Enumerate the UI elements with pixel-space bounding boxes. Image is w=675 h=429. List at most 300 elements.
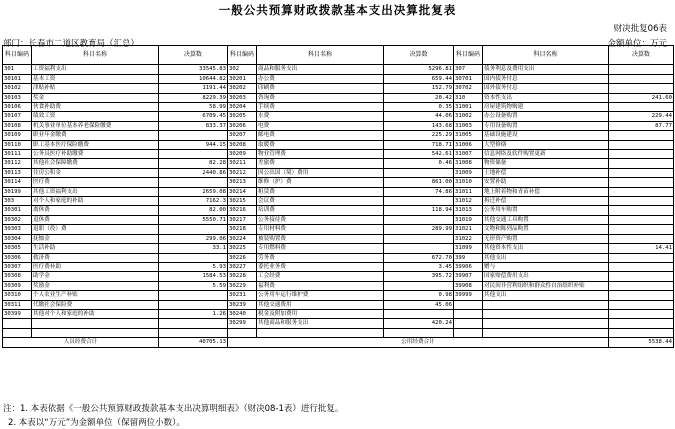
cell-name-2: 专用燃料费 — [257, 244, 384, 253]
cell-code-1: 30301 — [3, 206, 32, 215]
cell-amount-2: 0.46 — [384, 159, 454, 168]
cell-amount-1: 58.99 — [159, 103, 228, 112]
table-row — [3, 131, 674, 140]
cell-name-2: 公务接待费 — [257, 215, 384, 224]
cell-name-3: 房屋建筑物购建 — [483, 103, 609, 112]
cell-name-3: 安置补助 — [483, 178, 609, 187]
cell-name-1: 个人农业生产补贴 — [32, 291, 159, 300]
cell-amount-2: 289.99 — [384, 225, 454, 234]
cell-code-3: 31022 — [454, 234, 483, 243]
cell-code-1: 303 — [3, 197, 32, 206]
cell-amount-1: 8229.39 — [159, 93, 228, 102]
cell-name-3: 国内债务付息 — [483, 74, 609, 83]
cell-amount-2: 420.24 — [384, 319, 454, 328]
table-row — [3, 159, 674, 168]
cell-amount-1: 5.59 — [159, 281, 228, 290]
cell-amount-2: 44.06 — [384, 112, 454, 121]
cell-code-2: 30207 — [228, 131, 257, 140]
cell-name-3: 物资储备 — [483, 159, 609, 168]
cell-amount-2 — [384, 234, 454, 243]
cell-name-1: 津贴补贴 — [32, 84, 159, 93]
cell-amount-3 — [609, 225, 674, 234]
cell-code-1: 30106 — [3, 103, 32, 112]
cell-code-2: 30229 — [228, 281, 257, 290]
cell-amount-3 — [609, 253, 674, 262]
cell-amount-3 — [609, 159, 674, 168]
cell-name-1: 其他工资福利支出 — [32, 187, 159, 196]
cell-amount-2: 718.71 — [384, 140, 454, 149]
table-row — [3, 103, 674, 112]
table-row — [3, 150, 674, 159]
header-code-1: 科目编码 — [3, 46, 32, 65]
table-row — [3, 225, 674, 234]
cell-amount-3 — [609, 197, 674, 206]
cell-amount-2: 3.45 — [384, 262, 454, 271]
cell-name-1: 基本工资 — [32, 74, 159, 83]
cell-code-1: 30109 — [3, 131, 32, 140]
cell-name-3: 专用设备购置 — [483, 121, 609, 130]
cell-amount-2: 152.79 — [384, 84, 454, 93]
cell-code-3: 31005 — [454, 131, 483, 140]
cell-amount-3 — [609, 291, 674, 300]
table-row — [3, 309, 674, 318]
cell-amount-3 — [609, 281, 674, 290]
cell-name-1: 离休费 — [32, 206, 159, 215]
cell-amount-1: 299.06 — [159, 234, 228, 243]
cell-amount-1 — [159, 225, 228, 234]
table-row — [3, 206, 674, 215]
header-name-1: 科目名称 — [32, 46, 159, 65]
cell-amount-3: 229.44 — [609, 112, 674, 121]
cell-code-2: 30218 — [228, 225, 257, 234]
cell-amount-2: 0.98 — [384, 291, 454, 300]
cell-name-1: 奖金 — [32, 93, 159, 102]
cell-amount-1: 944.15 — [159, 140, 228, 149]
cell-name-1: 工资福利支出 — [32, 65, 159, 74]
cell-code-2: 30213 — [228, 178, 257, 187]
cell-name-3: 资本性支出 — [483, 93, 609, 102]
table-row — [3, 178, 674, 187]
cell-name-3: 地上附着物和青苗补偿 — [483, 187, 609, 196]
cell-amount-1: 1584.53 — [159, 272, 228, 281]
table-row — [3, 300, 674, 309]
cell-name-1: 对个人和家庭的补助 — [32, 197, 159, 206]
cell-name-2: 因公出国（境）费用 — [257, 168, 384, 177]
cell-code-3: 307 — [454, 65, 483, 74]
cell-amount-1: 5550.71 — [159, 215, 228, 224]
cell-amount-2: 20.42 — [384, 93, 454, 102]
cell-code-2: 30228 — [228, 272, 257, 281]
cell-amount-2: 143.68 — [384, 121, 454, 130]
cell-code-3 — [454, 328, 483, 337]
cell-amount-2 — [384, 197, 454, 206]
cell-code-2 — [228, 328, 257, 337]
cell-name-1: 救济费 — [32, 253, 159, 262]
cell-amount-3 — [609, 187, 674, 196]
cell-code-3: 31009 — [454, 168, 483, 177]
cell-code-1: 30112 — [3, 159, 32, 168]
cell-code-3: 31008 — [454, 159, 483, 168]
cell-code-3: 31002 — [454, 112, 483, 121]
cell-name-2: 培训费 — [257, 206, 384, 215]
cell-amount-2: 861.00 — [384, 178, 454, 187]
cell-code-3: 31006 — [454, 140, 483, 149]
cell-name-2: 邮电费 — [257, 131, 384, 140]
cell-name-1 — [32, 319, 159, 328]
cell-name-2: 专用材料费 — [257, 225, 384, 234]
cell-amount-3: 87.77 — [609, 121, 674, 130]
cell-name-1: 助学金 — [32, 272, 159, 281]
cell-code-2: 30208 — [228, 140, 257, 149]
note-1: 注：1. 本表依据《一般公共预算财政拨款基本支出决算明细表》（财决08-1表）进行批复。 — [3, 404, 344, 414]
cell-name-2: 商品和服务支出 — [257, 65, 384, 74]
table-row — [3, 272, 674, 281]
cell-amount-1: 82.28 — [159, 159, 228, 168]
cell-name-2: 取暖费 — [257, 140, 384, 149]
cell-amount-3 — [609, 65, 674, 74]
cell-name-1: 医疗费补助 — [32, 262, 159, 271]
table-row — [3, 74, 674, 83]
cell-amount-1 — [159, 150, 228, 159]
table-row — [3, 244, 674, 253]
table-row — [3, 319, 674, 328]
cell-amount-2 — [384, 168, 454, 177]
cell-code-2: 30203 — [228, 93, 257, 102]
cell-name-2: 被装购置费 — [257, 234, 384, 243]
cell-amount-1: 2440.86 — [159, 168, 228, 177]
cell-amount-1 — [159, 300, 228, 309]
cell-amount-3 — [609, 328, 674, 337]
cell-code-3: 31021 — [454, 225, 483, 234]
table-row — [3, 65, 674, 74]
cell-code-3: 31003 — [454, 121, 483, 130]
cell-code-1: 30107 — [3, 112, 32, 121]
cell-code-2: 30201 — [228, 74, 257, 83]
cell-name-2: 手续费 — [257, 103, 384, 112]
cell-name-2 — [257, 328, 384, 337]
personnel-total-label: 人员经费合计 — [3, 338, 159, 347]
cell-amount-3 — [609, 150, 674, 159]
cell-amount-1: 6709.45 — [159, 112, 228, 121]
cell-code-1: 30306 — [3, 253, 32, 262]
cell-amount-2: 395.72 — [384, 272, 454, 281]
cell-code-1: 30102 — [3, 84, 32, 93]
cell-name-2: 办公费 — [257, 74, 384, 83]
cell-name-1 — [32, 328, 159, 337]
cell-name-1: 住房公积金 — [32, 168, 159, 177]
table-row — [3, 234, 674, 243]
cell-code-2: 30205 — [228, 112, 257, 121]
cell-code-2: 30209 — [228, 150, 257, 159]
cell-name-2: 物业管理费 — [257, 150, 384, 159]
cell-name-3: 拆迁补偿 — [483, 197, 609, 206]
cell-code-3: 310 — [454, 93, 483, 102]
cell-amount-1: 2659.08 — [159, 187, 228, 196]
cell-name-3: 赠与 — [483, 262, 609, 271]
table-row — [3, 281, 674, 290]
cell-code-2: 30227 — [228, 262, 257, 271]
cell-code-2: 302 — [228, 65, 257, 74]
cell-name-2: 公务用车运行维护费 — [257, 291, 384, 300]
cell-code-2: 30211 — [228, 159, 257, 168]
cell-amount-2: 45.06 — [384, 300, 454, 309]
cell-amount-2: 672.70 — [384, 253, 454, 262]
cell-code-1: 30110 — [3, 140, 32, 149]
cell-amount-2 — [384, 328, 454, 337]
cell-amount-1: 1.26 — [159, 309, 228, 318]
cell-name-1: 职工基本医疗保险缴费 — [32, 140, 159, 149]
cell-name-3: 公务用车购置 — [483, 206, 609, 215]
cell-code-1: 301 — [3, 65, 32, 74]
cell-amount-2: 225.29 — [384, 131, 454, 140]
form-code: 财决批复06表 — [613, 24, 667, 34]
cell-name-1: 医疗费 — [32, 178, 159, 187]
cell-code-1 — [3, 319, 32, 328]
header-amount-2: 决算数 — [384, 46, 454, 65]
cell-code-1: 30302 — [3, 215, 32, 224]
cell-code-1: 30113 — [3, 168, 32, 177]
header-name-3: 科目名称 — [483, 46, 609, 65]
cell-amount-2: 0.35 — [384, 103, 454, 112]
cell-name-2: 维修（护）费 — [257, 178, 384, 187]
cell-amount-1: 33.1 — [159, 244, 228, 253]
cell-amount-3 — [609, 131, 674, 140]
cell-amount-3 — [609, 300, 674, 309]
cell-name-2: 差旅费 — [257, 159, 384, 168]
cell-code-2: 30240 — [228, 309, 257, 318]
header-amount-3: 决算数 — [609, 46, 674, 65]
cell-code-2: 30224 — [228, 234, 257, 243]
cell-amount-1: 33545.83 — [159, 65, 228, 74]
cell-amount-1: 10644.82 — [159, 74, 228, 83]
table-row — [3, 84, 674, 93]
cell-amount-3 — [609, 234, 674, 243]
cell-name-1: 生活补助 — [32, 244, 159, 253]
cell-amount-3 — [609, 103, 674, 112]
cell-name-3 — [483, 319, 609, 328]
cell-name-3: 其他支出 — [483, 291, 609, 300]
cell-code-3: 30702 — [454, 84, 483, 93]
cell-code-3 — [454, 319, 483, 328]
table-row — [3, 121, 674, 130]
cell-name-3 — [483, 300, 609, 309]
cell-name-3: 其他支出 — [483, 253, 609, 262]
cell-amount-2 — [384, 244, 454, 253]
table-row — [3, 328, 674, 337]
cell-name-3 — [483, 328, 609, 337]
cell-name-1: 公务员医疗补助缴费 — [32, 150, 159, 159]
table-row — [3, 215, 674, 224]
cell-name-2: 福利费 — [257, 281, 384, 290]
table-header-row — [3, 46, 674, 65]
cell-code-3: 31011 — [454, 187, 483, 196]
cell-code-1: 30303 — [3, 225, 32, 234]
cell-amount-2: 542.61 — [384, 150, 454, 159]
header-code-2: 科目编码 — [228, 46, 257, 65]
cell-amount-2 — [384, 281, 454, 290]
cell-amount-1: 82.00 — [159, 206, 228, 215]
cell-amount-2: 5296.81 — [384, 65, 454, 74]
cell-code-2: 30214 — [228, 187, 257, 196]
cell-code-3 — [454, 309, 483, 318]
cell-name-2: 租赁费 — [257, 187, 384, 196]
cell-code-3: 31013 — [454, 206, 483, 215]
cell-code-1 — [3, 328, 32, 337]
cell-code-1: 30311 — [3, 300, 32, 309]
cell-amount-1: 1191.44 — [159, 84, 228, 93]
cell-code-2: 30206 — [228, 121, 257, 130]
cell-code-1: 30101 — [3, 74, 32, 83]
public-total-label: 公用经费合计 — [228, 338, 609, 347]
cell-name-3: 国外债务付息 — [483, 84, 609, 93]
cell-name-3: 对民间非营利组织和群众性自治组织补贴 — [483, 281, 609, 290]
cell-name-3 — [483, 309, 609, 318]
cell-name-3: 债务利息及费用支出 — [483, 65, 609, 74]
cell-code-2: 30226 — [228, 253, 257, 262]
table-row — [3, 253, 674, 262]
cell-code-1: 30305 — [3, 244, 32, 253]
cell-amount-3 — [609, 168, 674, 177]
table-row — [3, 187, 674, 196]
cell-name-1: 奖励金 — [32, 281, 159, 290]
cell-amount-3 — [609, 206, 674, 215]
cell-name-3: 基础设施建设 — [483, 131, 609, 140]
cell-name-3: 土地补偿 — [483, 168, 609, 177]
cell-name-2: 咨询费 — [257, 93, 384, 102]
table-row — [3, 291, 674, 300]
table-row — [3, 262, 674, 271]
cell-code-2: 30225 — [228, 244, 257, 253]
cell-name-2: 委托业务费 — [257, 262, 384, 271]
cell-amount-3 — [609, 319, 674, 328]
cell-name-3: 其他资本性支出 — [483, 244, 609, 253]
cell-amount-2 — [384, 309, 454, 318]
header-code-3: 科目编码 — [454, 46, 483, 65]
cell-code-3: 31012 — [454, 197, 483, 206]
cell-code-2: 30216 — [228, 206, 257, 215]
cell-code-3: 31007 — [454, 150, 483, 159]
cell-name-2: 水费 — [257, 112, 384, 121]
cell-name-3: 国家赔偿费用支出 — [483, 272, 609, 281]
table-row — [3, 168, 674, 177]
cell-name-3: 办公设备购置 — [483, 112, 609, 121]
cell-code-3: 31001 — [454, 103, 483, 112]
cell-code-1: 30310 — [3, 291, 32, 300]
header-name-2: 科目名称 — [257, 46, 384, 65]
cell-name-1: 抚恤金 — [32, 234, 159, 243]
table-row — [3, 197, 674, 206]
cell-name-2: 劳务费 — [257, 253, 384, 262]
cell-code-2: 30202 — [228, 84, 257, 93]
cell-amount-3: 14.41 — [609, 244, 674, 253]
cell-code-2: 30204 — [228, 103, 257, 112]
cell-amount-1 — [159, 178, 228, 187]
table-row — [3, 93, 674, 102]
cell-amount-3 — [609, 140, 674, 149]
cell-code-2: 30215 — [228, 197, 257, 206]
cell-name-3: 其他交通工具购置 — [483, 215, 609, 224]
cell-code-1: 30304 — [3, 234, 32, 243]
cell-amount-1: 833.37 — [159, 121, 228, 130]
cell-amount-3 — [609, 309, 674, 318]
cell-amount-3 — [609, 215, 674, 224]
expenditure-table — [2, 45, 674, 348]
cell-name-1: 绩效工资 — [32, 112, 159, 121]
cell-name-2: 工会经费 — [257, 272, 384, 281]
table-row — [3, 140, 674, 149]
cell-code-2: 30217 — [228, 215, 257, 224]
personnel-total-value: 40705.13 — [159, 338, 228, 347]
cell-amount-1 — [159, 291, 228, 300]
cell-amount-1 — [159, 253, 228, 262]
department-label: 部门：长春市二道区教育局（汇总） — [3, 39, 140, 49]
cell-name-2: 印刷费 — [257, 84, 384, 93]
cell-code-1: 30111 — [3, 150, 32, 159]
cell-name-1: 伙食补助费 — [32, 103, 159, 112]
cell-code-1: 30103 — [3, 93, 32, 102]
cell-amount-3: 241.60 — [609, 93, 674, 102]
cell-name-2: 其他交通费用 — [257, 300, 384, 309]
cell-amount-3 — [609, 262, 674, 271]
cell-name-1: 其他社会保障缴费 — [32, 159, 159, 168]
cell-code-3: 399 — [454, 253, 483, 262]
unit-label: 金额单位：万元 — [607, 39, 667, 49]
cell-name-1: 代缴社会保险费 — [32, 300, 159, 309]
cell-amount-1: 5.93 — [159, 262, 228, 271]
cell-code-3: 31019 — [454, 215, 483, 224]
cell-code-3: 39906 — [454, 262, 483, 271]
cell-amount-2: 118.94 — [384, 206, 454, 215]
cell-amount-1: 7162.3 — [159, 197, 228, 206]
cell-code-1: 30309 — [3, 281, 32, 290]
cell-name-1: 机关事业单位基本养老保险缴费 — [32, 121, 159, 130]
cell-code-1: 30399 — [3, 309, 32, 318]
cell-amount-1 — [159, 319, 228, 328]
cell-name-3: 无形资产购置 — [483, 234, 609, 243]
cell-name-2: 电费 — [257, 121, 384, 130]
public-total-value: 5538.44 — [609, 338, 674, 347]
cell-amount-1 — [159, 328, 228, 337]
cell-name-2: 税金及附加费用 — [257, 309, 384, 318]
page-title: 一般公共预算财政拨款基本支出决算批复表 — [218, 3, 457, 17]
cell-name-2: 会议费 — [257, 197, 384, 206]
table-row — [3, 112, 674, 121]
header-amount-1: 决算数 — [159, 46, 228, 65]
cell-code-2: 30212 — [228, 168, 257, 177]
cell-name-1: 退职（役）费 — [32, 225, 159, 234]
cell-code-1: 30308 — [3, 272, 32, 281]
cell-amount-2 — [384, 215, 454, 224]
cell-code-2: 30231 — [228, 291, 257, 300]
cell-code-3: 39908 — [454, 281, 483, 290]
cell-code-3: 39999 — [454, 291, 483, 300]
cell-name-1: 职业年金缴费 — [32, 131, 159, 140]
cell-code-3: 31099 — [454, 244, 483, 253]
cell-amount-1 — [159, 131, 228, 140]
cell-amount-3 — [609, 84, 674, 93]
cell-code-1: 30199 — [3, 187, 32, 196]
cell-name-3: 信息网络及软件购置更新 — [483, 150, 609, 159]
cell-name-3: 大型修缮 — [483, 140, 609, 149]
cell-code-3: 31010 — [454, 178, 483, 187]
cell-amount-3 — [609, 178, 674, 187]
cell-name-3: 文物和陈列品购置 — [483, 225, 609, 234]
cell-code-1: 30114 — [3, 178, 32, 187]
cell-amount-2: 74.86 — [384, 187, 454, 196]
cell-name-1: 退休费 — [32, 215, 159, 224]
cell-code-1: 30108 — [3, 121, 32, 130]
note-2: 2. 本表以“万元”为金额单位（保留两位小数）。 — [8, 418, 185, 428]
